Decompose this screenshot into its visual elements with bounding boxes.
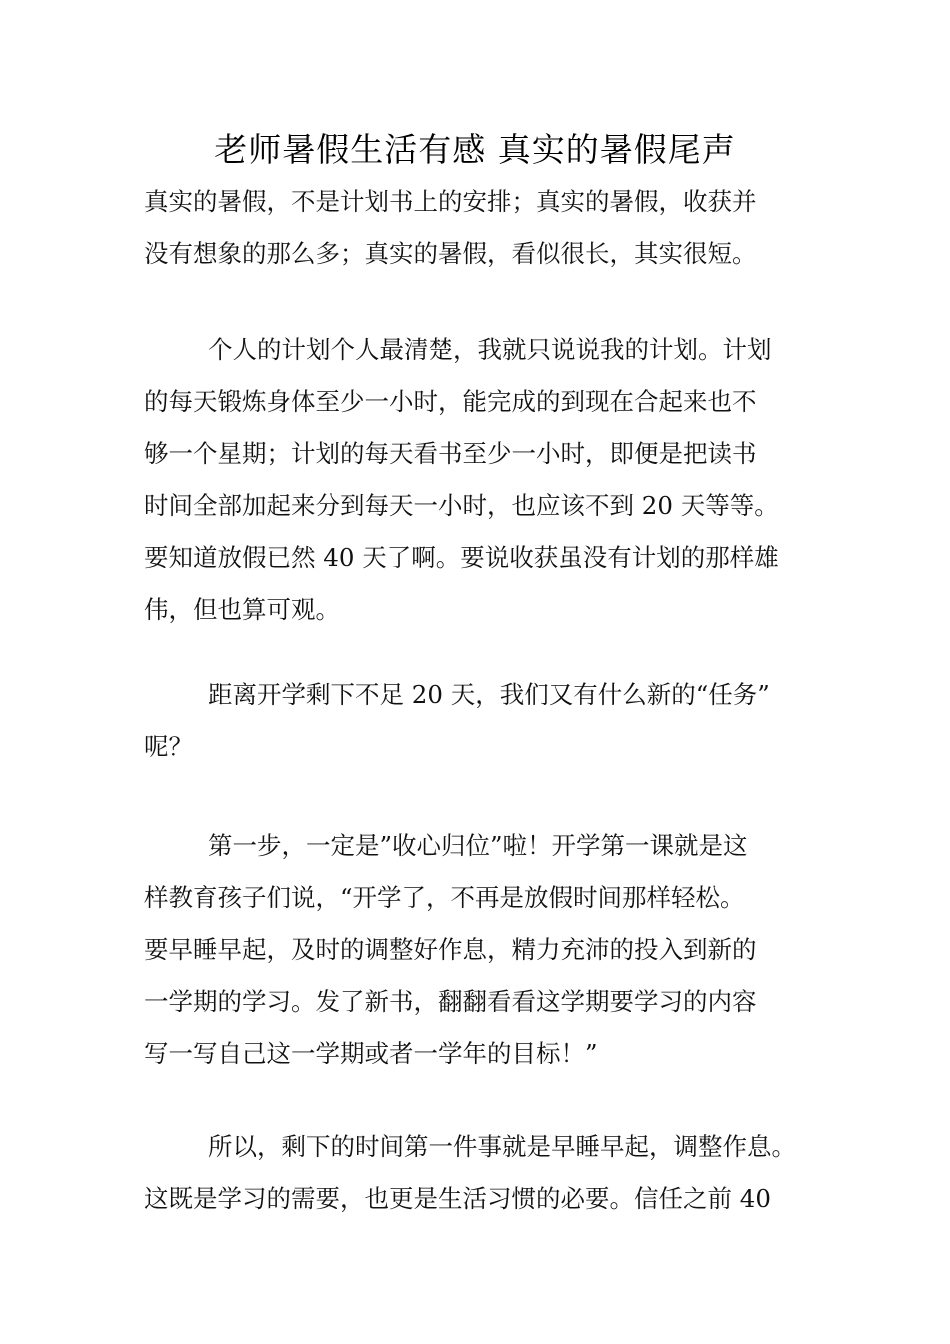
paragraph-line: 要早睡早起，及时的调整好作息，精力充沛的投入到新的 <box>144 935 757 964</box>
document-title: 老师暑假生活有感 真实的暑假尾声 <box>214 130 736 169</box>
paragraph-4 <box>144 820 834 1080</box>
paragraph-line: 所以，剩下的时间第一件事就是早睡早起，调整作息。 <box>208 1132 796 1161</box>
paragraph-3 <box>144 669 834 773</box>
paragraph-5 <box>144 1121 834 1225</box>
paragraph-line: 距离开学剩下不足 20 天，我们又有什么新的“任务” <box>208 680 770 709</box>
paragraph-line: 真实的暑假，不是计划书上的安排；真实的暑假，收获并 <box>144 187 757 216</box>
paragraph-line: 没有想象的那么多；真实的暑假，看似很长，其实很短。 <box>144 239 757 268</box>
paragraph-line: 够一个星期；计划的每天看书至少一小时，即便是把读书 <box>144 439 757 468</box>
paragraph-line: 时间全部加起来分到每天一小时，也应该不到 20 天等等。 <box>144 491 779 520</box>
paragraph-line: 个人的计划个人最清楚，我就只说说我的计划。计划 <box>208 335 772 364</box>
paragraph-line: 样教育孩子们说，“开学了，不再是放假时间那样轻松。 <box>144 883 745 912</box>
paragraph-2 <box>144 324 834 636</box>
paragraph-line: 的每天锻炼身体至少一小时，能完成的到现在合起来也不 <box>144 387 757 416</box>
paragraph-line: 写一写自己这一学期或者一学年的目标！” <box>144 1039 598 1068</box>
paragraph-1 <box>144 176 834 280</box>
paragraph-line: 要知道放假已然 40 天了啊。要说收获虽没有计划的那样雄 <box>144 543 779 572</box>
paragraph-line: 伟，但也算可观。 <box>144 595 340 624</box>
paragraph-line: 呢？ <box>144 732 193 761</box>
paragraph-line: 第一步，一定是”收心归位”啦！开学第一课就是这 <box>208 831 748 860</box>
paragraph-line: 这既是学习的需要，也更是生活习惯的必要。信任之前 40 <box>144 1184 771 1213</box>
paragraph-line: 一学期的学习。发了新书，翻翻看看这学期要学习的内容 <box>144 987 757 1016</box>
